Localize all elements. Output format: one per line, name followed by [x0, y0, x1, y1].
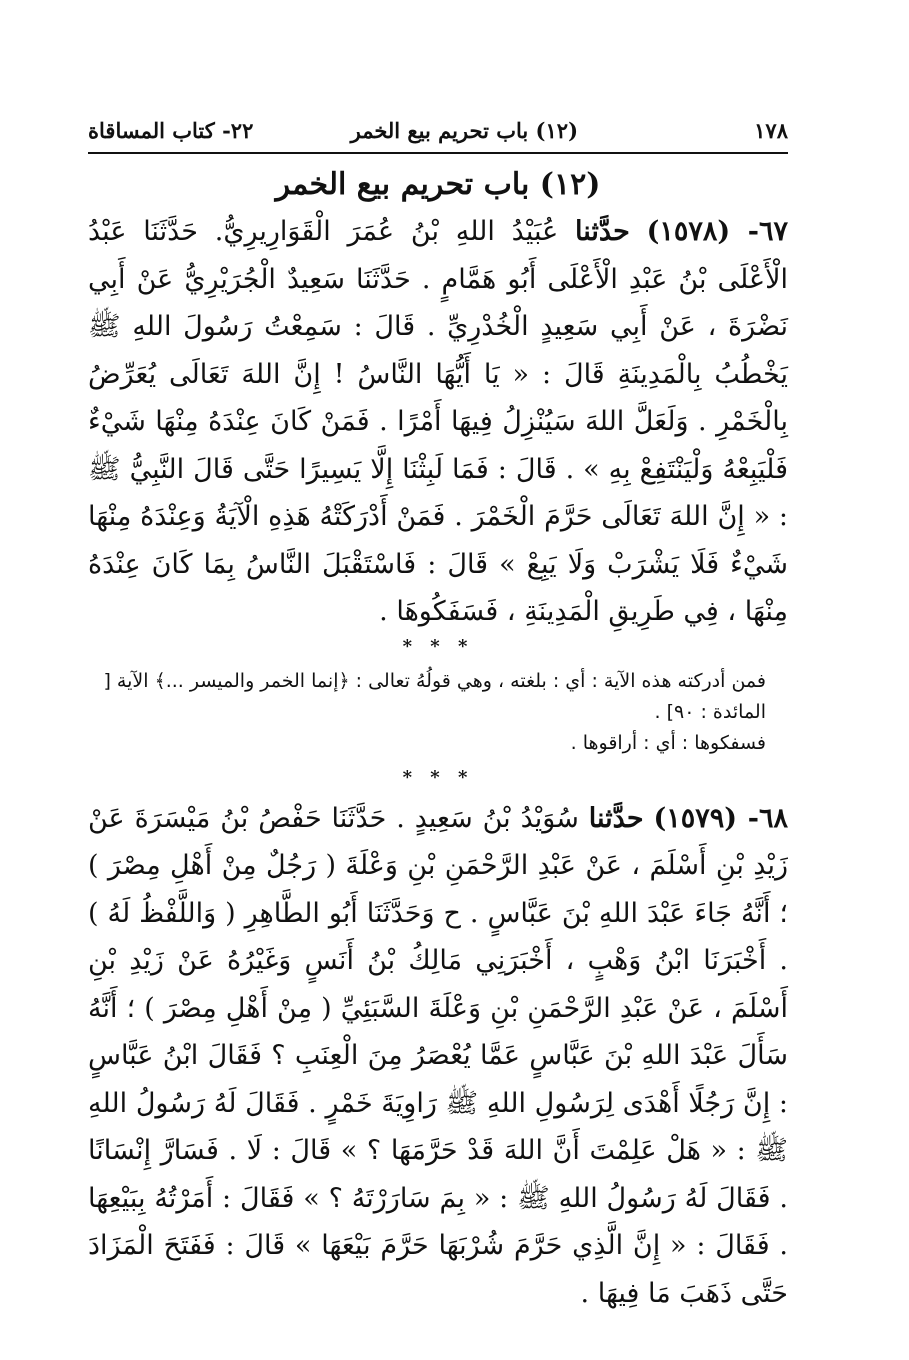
- hadith-67: [88, 208, 788, 636]
- hadith-number: ٦٧- (١٥٧٨): [646, 216, 788, 247]
- hadith-lead: حدَّثنا: [588, 802, 644, 834]
- hadith-text: سُوَيْدُ بْنُ سَعِيدٍ . حَدَّثَنَا حَفْصُ بْنُ مَيْسَرَةَ عَنْ زَيْدِ بْنِ أَسْلَمَ ، عَنْ عَبْدِ الرَّحْمَنِ بْنِ وَعْلَةَ ( رَجُلٌ مِنْ أَهْلِ مِصْرَ ) ؛ أَنَّهُ جَاءَ عَبْدَ اللهِ بْنَ عَبَّاسٍ . ح وَحَدَّثَنَا أَبُو الطَّاهِرِ ( وَاللَّفْظُ لَهُ ) . أَخْبَرَنَا ابْنُ وَهْبٍ ، أَخْبَرَنِي مَالِكُ بْنُ أَنَسٍ وَغَيْرُهُ عَنْ زَيْدِ بْنِ أَسْلَمَ ، عَنْ عَبْدِ الرَّحْمَنِ بْنِ وَعْلَةَ السَّبَئِيِّ ( مِنْ أَهْلِ مِصْرَ ) ؛ أَنَّهُ سَأَلَ عَبْدَ اللهِ بْنَ عَبَّاسٍ عَمَّا يُعْصَرُ مِنَ الْعِنَبِ ؟ فَقَالَ ابْنُ عَبَّاسٍ : إِنَّ رَجُلًا أَهْدَى لِرَسُولِ اللهِ ﷺ رَاوِيَةَ خَمْرٍ . فَقَالَ لَهُ رَسُولُ اللهِ ﷺ : « هَلْ عَلِمْتَ أَنَّ اللهَ قَدْ حَرَّمَهَا ؟ » قَالَ : لَا . فَسَارَّ إِنْسَانًا . فَقَالَ لَهُ رَسُولُ اللهِ ﷺ : « بِمَ سَارَرْتَهُ ؟ » فَقَالَ : أَمَرْتُهُ بِبَيْعِهَا . فَقَالَ : « إِنَّ الَّذِي حَرَّمَ شُرْبَهَا حَرَّمَ بَيْعَهَا » قَالَ : فَفَتَحَ الْمَزَادَ حَتَّى ذَهَبَ مَا فِيهَا .: [88, 802, 788, 1309]
- footnote-verse: فمن أدركته هذه الآية : أي : بلغته ، وهي قولُهُ تعالى : ﴿إنما الخمر والميسر ...﴾ الآية [ المائدة : ٩٠] .: [103, 669, 766, 723]
- running-chapter-title: (١٢) باب تحريم بيع الخمر: [350, 118, 578, 143]
- running-header: [88, 112, 788, 154]
- footnotes: [88, 666, 788, 759]
- footnote-safakuha: فسفكوها : أي : أراقوها .: [570, 731, 766, 754]
- page-number: ١٧٨: [754, 118, 788, 143]
- running-book-title: ٢٢- كتاب المساقاة: [88, 118, 254, 143]
- hadith-text: عُبَيْدُ اللهِ بْنُ عُمَرَ الْقَوَارِيرِيُّ. حَدَّثَنَا عَبْدُ الْأَعْلَى بْنُ عَبْدِ الْأَعْلَى أَبُو هَمَّامٍ . حَدَّثَنَا سَعِيدٌ الْجُرَيْرِيُّ عَنْ أَبِي نَضْرَةَ ، عَنْ أَبِي سَعِيدٍ الْخُدْرِيِّ . قَالَ : سَمِعْتُ رَسُولَ اللهِ ﷺ يَخْطُبُ بِالْمَدِينَةِ قَالَ : « يَا أَيُّهَا النَّاسُ ! إِنَّ اللهَ تَعَالَى يُعَرِّضُ بِالْخَمْرِ . وَلَعَلَّ اللهَ سَيُنْزِلُ فِيهَا أَمْرًا . فَمَنْ كَانَ عِنْدَهُ مِنْهَا شَيْءٌ فَلْيَبِعْهُ وَلْيَنْتَفِعْ بِهِ » . قَالَ : فَمَا لَبِثْنَا إِلَّا يَسِيرًا حَتَّى قَالَ النَّبِيُّ ﷺ : « إِنَّ اللهَ تَعَالَى حَرَّمَ الْخَمْرَ . فَمَنْ أَدْرَكَتْهُ هَذِهِ الْآيَةُ وَعِنْدَهُ مِنْهَا شَيْءٌ فَلَا يَشْرَبْ وَلَا يَبِعْ » قَالَ : فَاسْتَقْبَلَ النَّاسُ بِمَا كَانَ عِنْدَهُ مِنْهَا ، فِي طَرِيقِ الْمَدِينَةِ ، فَسَفَكُوهَا .: [88, 216, 788, 627]
- separator-stars-2: * * *: [402, 766, 474, 788]
- page: [88, 112, 788, 1309]
- hadith-68: [88, 795, 788, 1318]
- hadith-lead: حدَّثنا: [575, 216, 630, 247]
- separator-stars: * * *: [402, 635, 474, 657]
- hadith-number: ٦٨- (١٥٧٩): [653, 802, 788, 834]
- chapter-heading: (١٢) باب تحريم بيع الخمر: [275, 167, 601, 202]
